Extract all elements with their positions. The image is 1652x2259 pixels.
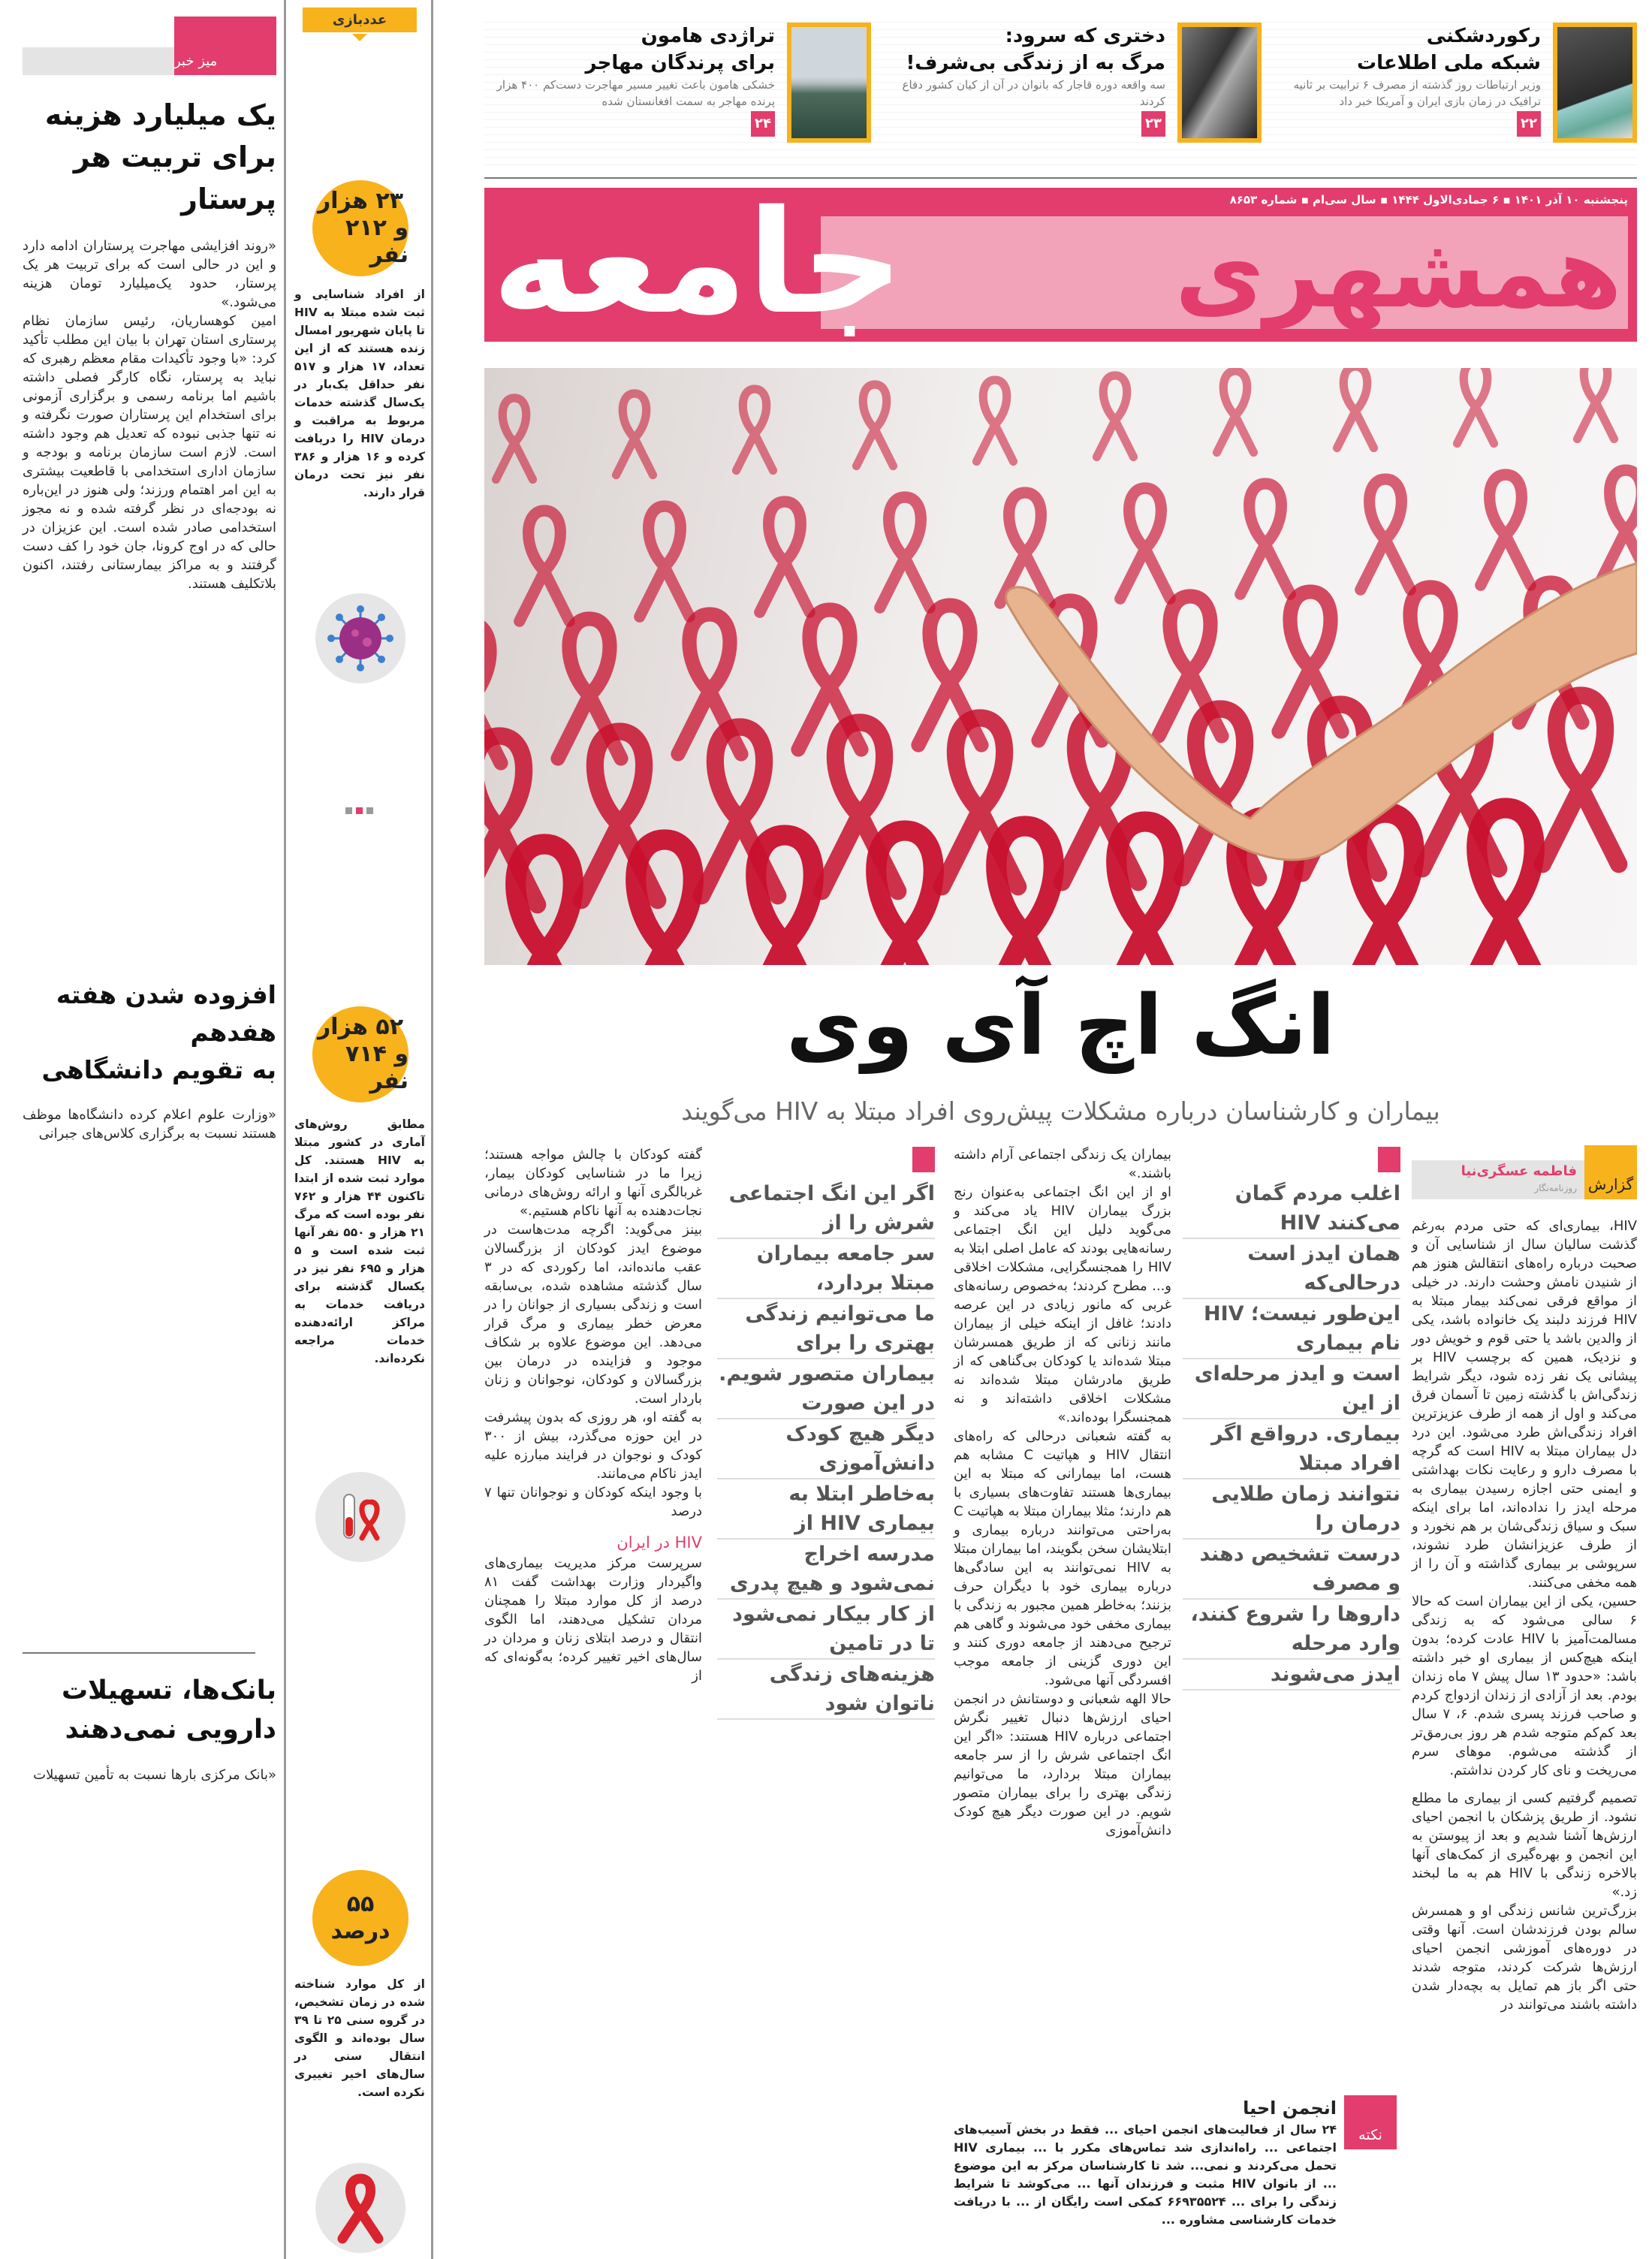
author-name[interactable]: فاطمه عسگری‌نیا	[1461, 1163, 1577, 1179]
column-divider	[284, 0, 286, 2259]
byline	[1412, 1160, 1584, 1199]
story-column: سرپرست مرکز مدیریت بیماری‌های واگیردار وزارت بهداشت گفت ۸۱ درصد از کل موارد مبتلا را همچنان مردان تشکیل می‌دهند، اما الگوی انتقال و درصد ابتلای زنان و مردان در سال‌های اخیر تغییر کرده؛ به‌گونه‌ای که از	[484, 1555, 702, 1684]
stat-circle: ۵۵ درصد	[312, 1870, 408, 1966]
test-tube-ribbon-icon	[315, 1472, 405, 1562]
story-column: بیماران یک زندگی اجتماعی آرام داشته باشند.» او از این انگ اجتماعی به‌عنوان رنج بزرگ بیماران HIV یاد می‌کند و می‌گوید دلیل این انگ اجتماعی رسانه‌هایی بودند که عامل اصلی ابتلا به HIV را همجنسگرایی، مشکلات اخلاقی و... مطرح کردند؛ به‌خصوص رسانه‌های غربی که مانور زیادی در این عرصه دادند؛ غافل از اینکه خیلی از بیماران مانند زنانی که از طریق همسرشان مبتلا شده‌اند یا کودکان بی‌گناهی که از طریق مادرشان مبتلا شده‌اند نه مشکلات اخلاقی داشته‌اند و نه همجنسگرا بوده‌اند.» به گفته شعبانی درحالی که راه‌های انتقال HIV و هپاتیت C مشابه هم هست، اما بیمارانی که مبتلا به این بیماری‌ها هستند تفاوت‌های بسیاری با هم دارند؛ مثلا بیماران مبتلا به هپاتیت C به‌راحتی می‌توانند درباره بیماری و ابتلایشان سخن بگویند، اما بیماران مبتلا به HIV نمی‌توانند به این سادگی‌ها درباره بیماری خود با دیگران حرف بزنند؛ به‌خاطر همین مجبور به زندگی با بیماری مخفی خود می‌شوند و گاهی هم ترجیح می‌دهند از جامعه دوری کنند و این دوری گزینی از جامعه موجب افسردگی آنها می‌شود. حالا الهه شعبانی و دوستانش در انجمن احیای ارزش‌ها دنبال تغییر نگرش اجتماعی درباره HIV هستند: «اگر این انگ اجتماعی شرش را از سر جامعه بیماران مبتلا بردارد، ما می‌توانیم زندگی بهتری را برای بیماران متصور شویم. در این صورت دیگر هیچ کودک دانش‌آموزی	[954, 1147, 1171, 1838]
red-ribbon	[496, 398, 533, 480]
author-role: روزنامه‌نگار	[1534, 1183, 1577, 1193]
teaser-page-number: ۲۳	[1141, 111, 1165, 137]
red-ribbon	[1578, 368, 1614, 439]
news-headline[interactable]: یک میلیارد هزینه برای تربیت هر پرستار	[44, 98, 276, 216]
stat-circle: ۲۳ هزار و ۲۱۲ نفر	[312, 180, 408, 276]
story-column: HIV، بیماری‌ای که حتی مردم به‌رغم گذشت سالیان سال از شناسایی آن و صحبت درباره راه‌های انتقالش هنوز هم از شنیدن نامش وحشت دارند. در خیلی از مواقع فرقی نمی‌کند بیمار مبتلا به HIV فرزند دلبند یک خانواده باشد، یکی از والدین باشد یا حتی قوم و خویش دور و نزدیک، همین که برچسب HIV بر پیشانی یک نفر زده شود، دیگر شرایط زندگی‌اش با گذشته زمین تا آسمان فرق می‌کند و اول از همه از طرف عزیزترین افراد زندگی‌اش طرد می‌شود. این درد دل بیماران مبتلا به HIV است که گرچه با مصرف دارو و رعایت نکات بهداشتی و ایمنی حتی اجازه رسیدن بیماری به مرحله ایدز را نداده‌اند، اما برای اینکه سبک و سیاق زندگی‌شان بر هم نخورد و از طرف عزیزانشان طرد نشوند، سرپوشی بر بیماری گذاشته و آن را از همه مخفی می‌کنند. حسین، یکی از این بیماران است که حالا ۶ سالی می‌شود که به زندگی مسالمت‌آمیز با HIV عادت کرده؛ بدون اینکه هیچ‌کس از بیماری او خبر داشته باشد: «حدود ۱۳ سال پیش ۷ ماه زندان بودم. بعد از آزادی از زندان ازدواج کردم و صاحب فرزند پسری شدم. ۶، ۷ سال بعد کم‌کم متوجه شدم هر روز بی‌رمق‌تر از گذشته می‌شوم. موهای سرم می‌ریخت و نای کار کردن نداشتم. تصمیم گرفتیم کسی از بیماری ما مطلع نشود. از طریق پزشکان با انجمن احیای ارزش‌ها آشنا شدیم و بعد از پیوستن به این انجمن و بهره‌گیری از کمک‌های آنها بالاخره زندگی با HIV هم به ما لبخند زد.» بزرگ‌ترین شانس زندگی او و همسرش سالم بودن فرزندشان است. آنها وقتی در دوره‌های آموزشی انجمن احیای ارزش‌ها شرکت کردند، متوجه شدند حتی اگر باز هم تمایل به بچه‌دار شدن داشته باشند می‌توانند در	[1412, 1218, 1638, 2013]
news-item	[23, 94, 276, 593]
column-divider	[431, 0, 433, 2259]
divider	[23, 1652, 255, 1654]
main-photo-red-ribbons	[484, 368, 1637, 965]
news-body: «وزارت علوم اعلام کرده دانشگاه‌ها موظف هستند نسبت به برگزاری کلاس‌های جبرانی	[23, 1107, 276, 1142]
masthead	[484, 188, 1637, 342]
stat-circle: ۵۲ هزار و ۷۱۴ نفر	[312, 1006, 408, 1102]
pull-quote: اگر این انگ اجتماعی شرش را از سر جامعه بیماران مبتلا بردارد، ما می‌توانیم زندگی بهتری را برای بیماران متصور شویم. در این صورت دیگر هیچ کودک دانش‌آموزی به‌خاطر ابتلا به بیماری HIV از مدرسه اخراج نمی‌شود و هیچ پدری از کار بیکار نمی‌شود تا در تامین هزینه‌های زندگی ناتوان شود	[717, 1179, 935, 1720]
teaser-image	[787, 23, 871, 143]
news-item	[23, 976, 276, 1143]
red-ribbon	[1361, 479, 1411, 590]
red-ribbon	[857, 385, 894, 466]
stat-text: مطابق روش‌های آماری در کشور مبتلا به HIV هستند. کل موارد ثبت شده از ابتدا تاکنون ۴۴ هزار و ۷۶۲ نفر بوده است که مرگ ۲۱ هزار و ۵۵۰ نفر آنها ثبت شده است و ۵ هزار و ۶۹۵ نفر نیز در یکسال گذشته برای دریافت خدمات به مراکز ارائه‌دهنده خدمات مراجعه نکرده‌اند.	[294, 1117, 426, 1365]
teaser-summary: خشکی هامون باعث تغییر مسیر مهاجرت دست‌کم ۴۰۰ هزار پرنده مهاجر به سمت افغانستان شده	[496, 78, 775, 108]
teaser-summary: وزیر ارتباطات روز گذشته از مصرف ۶ ترابیت بر ثانیه ترافیک در زمان بازی ایران و آمریکا خبر داد	[1293, 78, 1541, 108]
teaser-item[interactable]	[1269, 23, 1637, 169]
red-ribbon	[760, 502, 810, 612]
news-item	[23, 1671, 276, 1784]
section-logo: جامعه	[492, 188, 904, 342]
teaser-summary: سه واقعه دوره قاجار که بانوان در آن از کیان کشور دفاع کردند	[902, 78, 1165, 108]
teaser-image	[1177, 23, 1262, 143]
story-column-group	[484, 1145, 702, 1685]
red-ribbon	[1341, 813, 1430, 965]
red-ribbon	[1097, 375, 1134, 457]
divider	[484, 177, 1637, 179]
red-ribbon	[1458, 368, 1494, 444]
red-ribbon	[640, 506, 690, 617]
news-body: «روند افزایشی مهاجرت پرستاران ادامه دارد و این در حالی است که برای تربیت هر یک پرستار، حدود یک‌میلیارد تومان هزینه می‌شود.» امین کوهساریان، رئیس سازمان نظام پرستاری استان تهران با بیان این مطلب تأکید کرد: «با وجود تأکیدات مقام معظم رهبری که نباید به پرستار، نگاه کارگر فصلی داشته باشیم اما برنامه رسمی و برگزاری آزمونی برای استخدام این پرستاران صورت نگرفته و نه تنها جذبی نبوده که تعدیل هم وجود داشته است. لازم است سازمان برنامه و بودجه و سازمان اداری استخدامی با قاطعیت بیشتری به این امر اهتمام ورزند؛ ولی هنوز در این‌باره نه بودجه‌ای در نظر گرفته شده و نه مجوز استخدامی صادر شده است. این عزیزان در حالی که در اوج کرونا، جان خود را کف دست گرفتند و به مراکز بیمارستانی رفتند، اکنون بلاتکلیف هستند.	[23, 238, 276, 592]
newspaper-logo: همشهری	[1174, 216, 1622, 330]
news-body: «بانک مرکزی بارها نسبت به تأمین تسهیلات	[33, 1767, 276, 1783]
story-subhead: HIV در ایران	[616, 1534, 702, 1552]
note-label: نکته	[1344, 2095, 1397, 2149]
note-title: انجمن احیا	[1243, 2098, 1337, 2119]
dateline: پنجشنبه ۱۰ آذر ۱۴۰۱ ▪ ۶ جمادی‌الاول ۱۴۴۴ ▪ سال سی‌ام ▪ شماره ۸۶۵۳	[1229, 193, 1628, 207]
red-ribbon	[1461, 808, 1551, 965]
red-ribbon	[977, 380, 1014, 462]
red-ribbon	[1241, 484, 1291, 594]
red-ribbon	[1217, 371, 1254, 453]
teaser-page-number: ۲۴	[751, 111, 775, 137]
section-label-numbers: عددبازی	[303, 8, 417, 32]
news-headline[interactable]: بانک‌ها، تسهیلات دارویی نمی‌دهند	[61, 1675, 276, 1745]
main-headline: انگ اچ آی وی	[785, 977, 1336, 1073]
teaser-image	[1553, 23, 1637, 143]
pull-quote: اغلب مردم گمان می‌کنند HIV همان ایدز است درحالی‌که این‌طور نیست؛ HIV نام بیماری است و ایدز مرحله‌ای از این بیماری. درواقع اگر افراد مبتلا نتوانند زمان طلایی درمان را درست تشخیص دهند و مصرف داروها را شروع کنند، وارد مرحله ایدز می‌شوند	[1183, 1179, 1400, 1690]
separator-dots	[345, 807, 373, 814]
red-ribbon	[737, 389, 773, 471]
teaser-item[interactable]	[886, 23, 1262, 169]
section-label-news-desk: میز خبر	[174, 17, 276, 75]
main-subheadline: بیماران و کارشناسان درباره مشکلات پیش‌روی افراد مبتلا به HIV می‌گویند	[681, 1096, 1440, 1126]
section-label-bar	[23, 47, 176, 75]
red-ribbon	[880, 497, 930, 608]
note-box	[954, 2095, 1337, 2229]
red-ribbon	[981, 826, 1070, 965]
red-ribbon	[1120, 488, 1171, 599]
teaser-item[interactable]	[488, 23, 871, 169]
red-ribbon-icon	[315, 2163, 405, 2253]
red-ribbon	[520, 511, 570, 621]
red-ribbon	[861, 831, 950, 965]
stat-text: از افراد شناسایی و ثبت شده مبتلا به HIV تا پایان شهریور امسال زنده هستند که از این تعداد، ۱۷ هزار و ۵۱۷ نفر حداقل یک‌بار در یک‌سال گذشته خدمات مربوط به مراقبت و درمان HIV را دریافت کرده و ۱۶ هزار و ۳۸۶ نفر نیز تحت درمان قرار دارند.	[294, 288, 426, 499]
red-ribbon	[1000, 493, 1051, 603]
teaser-title: تراژدی هامون برای پرندگان مهاجر	[585, 25, 775, 74]
teaser-page-number: ۲۲	[1517, 111, 1541, 137]
section-tag-report: گزارش	[1584, 1145, 1637, 1199]
note-text: ۲۴ سال از فعالیت‌های انجمن احیای ... فقط در بخش آسیب‌های اجتماعی ... راه‌اندازی شد تماس‌های مکرر با ... بیماری HIV تحمل می‌کردند و نمی‌... شد تا کارشناسان مرکز به این موضوع ... از بانوان HIV مثبت و فرزندان آنها ... می‌کوشد تا شرایط زندگی را برای ... ۶۶۹۳۵۵۲۴ کمکی است رایگان از ... با دریافت خدمات کارشناسی مشاوره ...	[954, 2122, 1337, 2227]
pull-quote-marker	[1378, 1147, 1400, 1172]
news-headline[interactable]: افزوده شدن هفته هفدهم به تقویم دانشگاهی	[41, 980, 276, 1084]
teaser-title: دختری که سرود: مرگ به از زندگی بی‌شرف!	[906, 25, 1165, 74]
red-ribbon	[1337, 368, 1374, 448]
stat-text: از کل موارد شناخته شده در زمان تشخیص، در گروه سنی ۲۵ تا ۳۹ سال بوده‌اند و الگوی انتقال سنی در سال‌های اخیر تغییری نکرده است.	[294, 1977, 426, 2099]
red-ribbon	[1481, 475, 1531, 585]
teaser-title: رکوردشکنی شبکه ملی اطلاعات	[1357, 25, 1541, 74]
pull-quote-marker	[912, 1147, 935, 1172]
story-column: گفته کودکان با چالش مواجه هستند؛ زیرا ما در شناسایی کودکان بیمار، غربالگری آنها و ارائه روش‌های درمانی نجات‌دهنده به آنها ناکام هستیم.» بینز می‌گوید: اگرچه مدت‌هاست در موضوع ایدز کودکان از بزرگسالان عقب مانده‌اند، اما رکوردی که در ۳ سال گذشته مشاهده شده، بی‌سابقه است و زندگی بسیاری از جوانان را در معرض خطر بیماری و مرگ قرار می‌دهد. این موضوع علاوه بر شکاف موجود و فزاینده در درمان بین بزرگسالان و کودکان، نوجوانان و زنان باردار است. به گفته او، هر روزی که بدون پیشرفت در این حوزه می‌گذرد، بیش از ۳۰۰ کودک و نوجوان در فرایند مبارزه علیه ایدز ناکام می‌مانند. با وجود اینکه کودکان و نوجوانان تنها ۷ درصد	[484, 1147, 702, 1519]
red-ribbon	[1101, 822, 1190, 965]
red-ribbon	[616, 394, 653, 475]
virus-icon	[315, 593, 405, 683]
